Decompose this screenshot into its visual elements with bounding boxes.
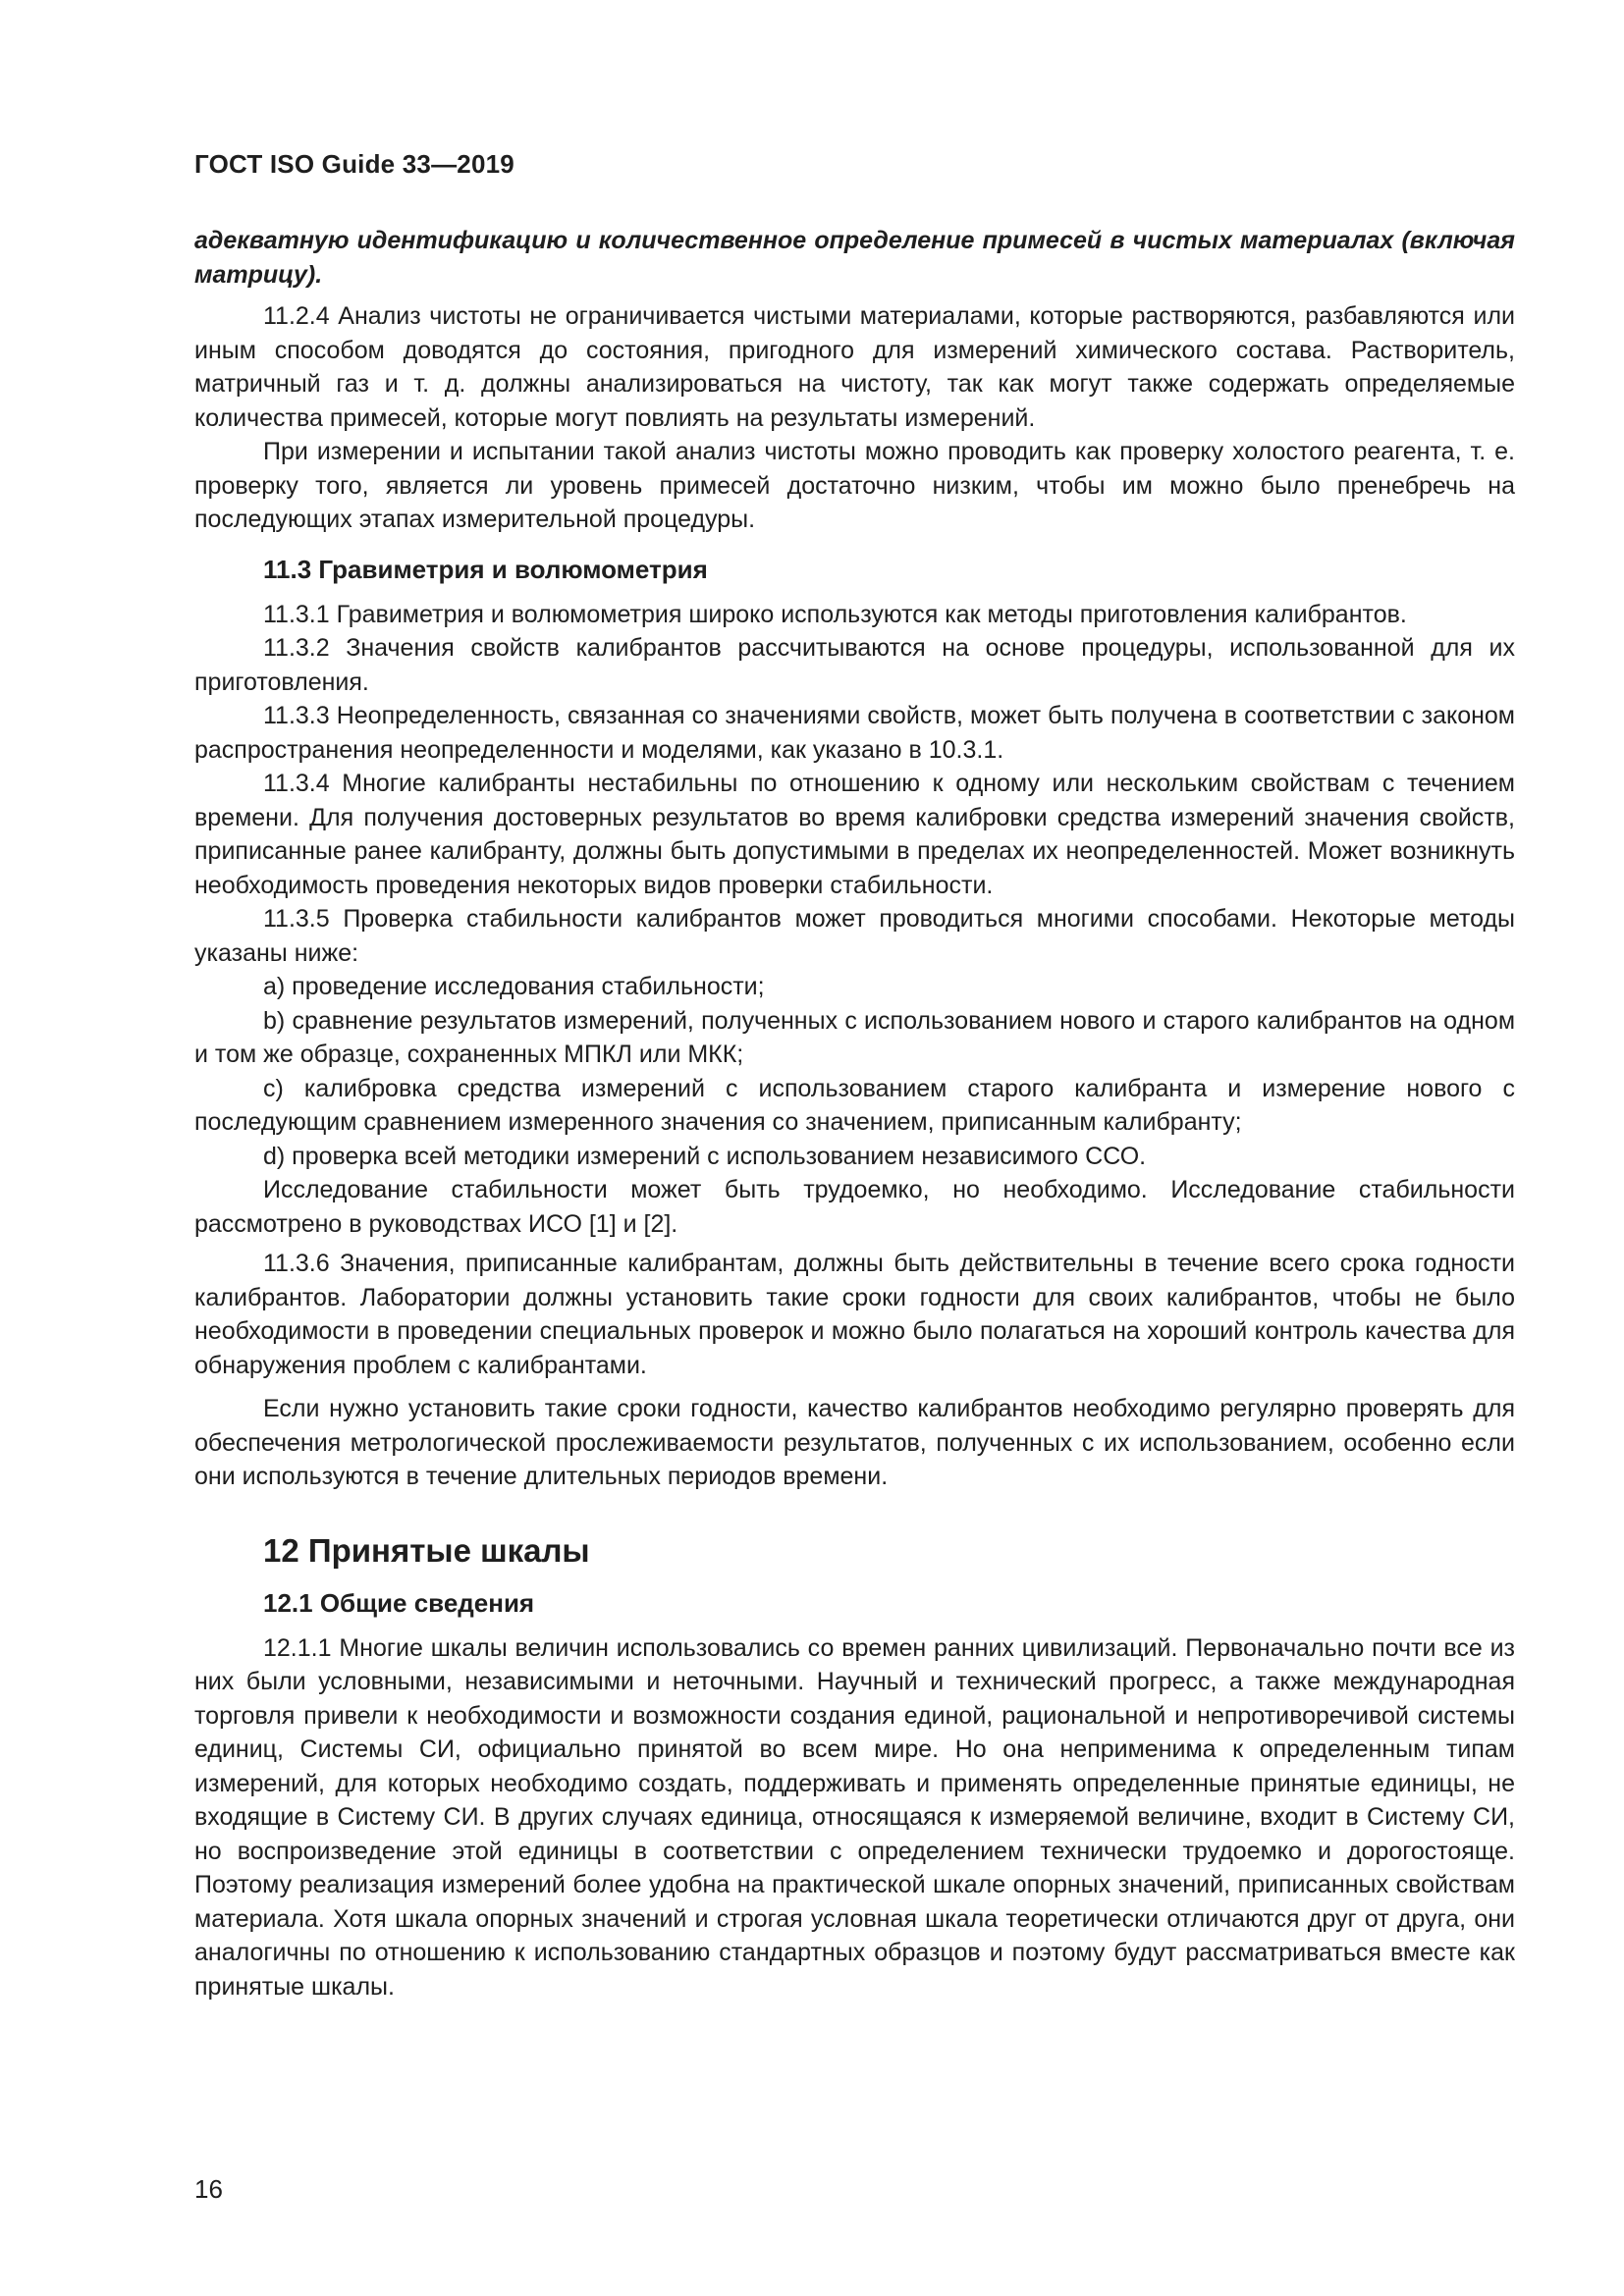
paragraph-11-3-6: 11.3.6 Значения, приписанные калибрантам, должны быть действительны в течение всего срока годности калибрантов. Лаборатории должны установить такие сроки годности для своих калибрантов, чтобы не было необходимости в проведении специальных проверок и можно было полагаться на хороший контроль качества для обнаружения проблем с калибрантами. — [194, 1250, 1515, 1379]
continued-paragraph: адекватную идентификацию и количественное определение примесей в чистых материалах (включая матрицу). — [194, 227, 1515, 289]
paragraph-11-3-3: 11.3.3 Неопределенность, связанная со значениями свойств, может быть получена в соответствии с законом распространения неопределенности и моделями, как указано в 10.3.1. — [194, 702, 1515, 764]
paragraph-11-3-5: 11.3.5 Проверка стабильности калибрантов может проводиться многими способами. Некоторые методы указаны ниже: — [194, 905, 1515, 967]
page-content — [194, 224, 1515, 2003]
page-number: 16 — [194, 2174, 223, 2204]
section-heading-12: 12 Принятые шкалы — [263, 1531, 590, 1569]
list-item-a: a) проведение исследования стабильности; — [263, 973, 765, 1000]
paragraph-purity-blank-check: При измерении и испытании такой анализ чистоты можно проводить как проверку холостого реагента, т. е. проверку того, является ли уровень примесей достаточно низким, чтобы им можно было пренебречь на последующих этапах измерительной процедуры. — [194, 438, 1515, 533]
list-item-b: b) сравнение результатов измерений, полученных с использованием нового и старого калибрантов на одном и том же образце, сохраненных МПКЛ или МКК; — [194, 1006, 1515, 1068]
paragraph-stability-study: Исследование стабильности может быть трудоемко, но необходимо. Исследование стабильности рассмотрено в руководствах ИСО [1] и [2]. — [194, 1176, 1515, 1238]
running-header: ГОСТ ISO Guide 33—2019 — [194, 149, 514, 179]
paragraph-11-3-2: 11.3.2 Значения свойств калибрантов рассчитываются на основе процедуры, использованной для их приготовления. — [194, 634, 1515, 696]
section-heading-11-3: 11.3 Гравиметрия и волюмометрия — [263, 554, 708, 584]
paragraph-shelf-life: Если нужно установить такие сроки годности, качество калибрантов необходимо регулярно проверять для обеспечения метрологической прослеживаемости результатов, полученных с их использованием, особенно если они используются в течение длительных периодов времени. — [194, 1395, 1515, 1490]
list-item-c: c) калибровка средства измерений с использованием старого калибранта и измерение нового с последующим сравнением измеренного значения со значением, приписанным калибранту; — [194, 1074, 1515, 1136]
paragraph-11-2-4: 11.2.4 Анализ чистоты не ограничивается чистыми материалами, которые растворяются, разбавляются или иным способом доводятся до состояния, пригодного для измерений химического состава. Растворитель, матричный газ и т. д. должны анализироваться на чистоту, так как могут также содержать определяемые количества примесей, которые могут повлиять на результаты измерений. — [194, 302, 1515, 432]
paragraph-11-3-4: 11.3.4 Многие калибранты нестабильны по отношению к одному или нескольким свойствам с течением времени. Для получения достоверных результатов во время калибровки средства измерений значения свойств, приписанные ранее калибранту, должны быть допустимыми в пределах их неопределенностей. Может возникнуть необходимость проведения некоторых видов проверки стабильности. — [194, 770, 1515, 899]
paragraph-12-1-1: 12.1.1 Многие шкалы величин использовались со времен ранних цивилизаций. Первоначально почти все из них были условными, независимыми и неточными. Научный и технический прогресс, а также международная торговля привели к необходимости и возможности создания единой, рациональной и непротиворечивой системы единиц, Системы СИ, официально принятой во всем мире. Но она неприменима к определенным типам измерений, для которых необходимо создать, поддерживать и применять определенные принятые единицы, не входящие в Систему СИ. В других случаях единица, относящаяся к измеряемой величине, входит в Систему СИ, но воспроизведение этой единицы в соответствии с определением технически трудоемко и дорогостояще. Поэтому реализация измерений более удобна на практической шкале опорных значений, приписанных свойствам материала. Хотя шкала опорных значений и строгая условная шкала теоретически отличаются друг от друга, они аналогичны по отношению к использованию стандартных образцов и поэтому будут рассматриваться вместе как принятые шкалы. — [194, 1633, 1515, 2001]
section-heading-12-1: 12.1 Общие сведения — [263, 1587, 535, 1618]
paragraph-11-3-1: 11.3.1 Гравиметрия и волюмометрия широко используются как методы приготовления калибрантов. — [263, 600, 1407, 628]
list-item-d: d) проверка всей методики измерений с использованием независимого ССО. — [263, 1142, 1147, 1170]
